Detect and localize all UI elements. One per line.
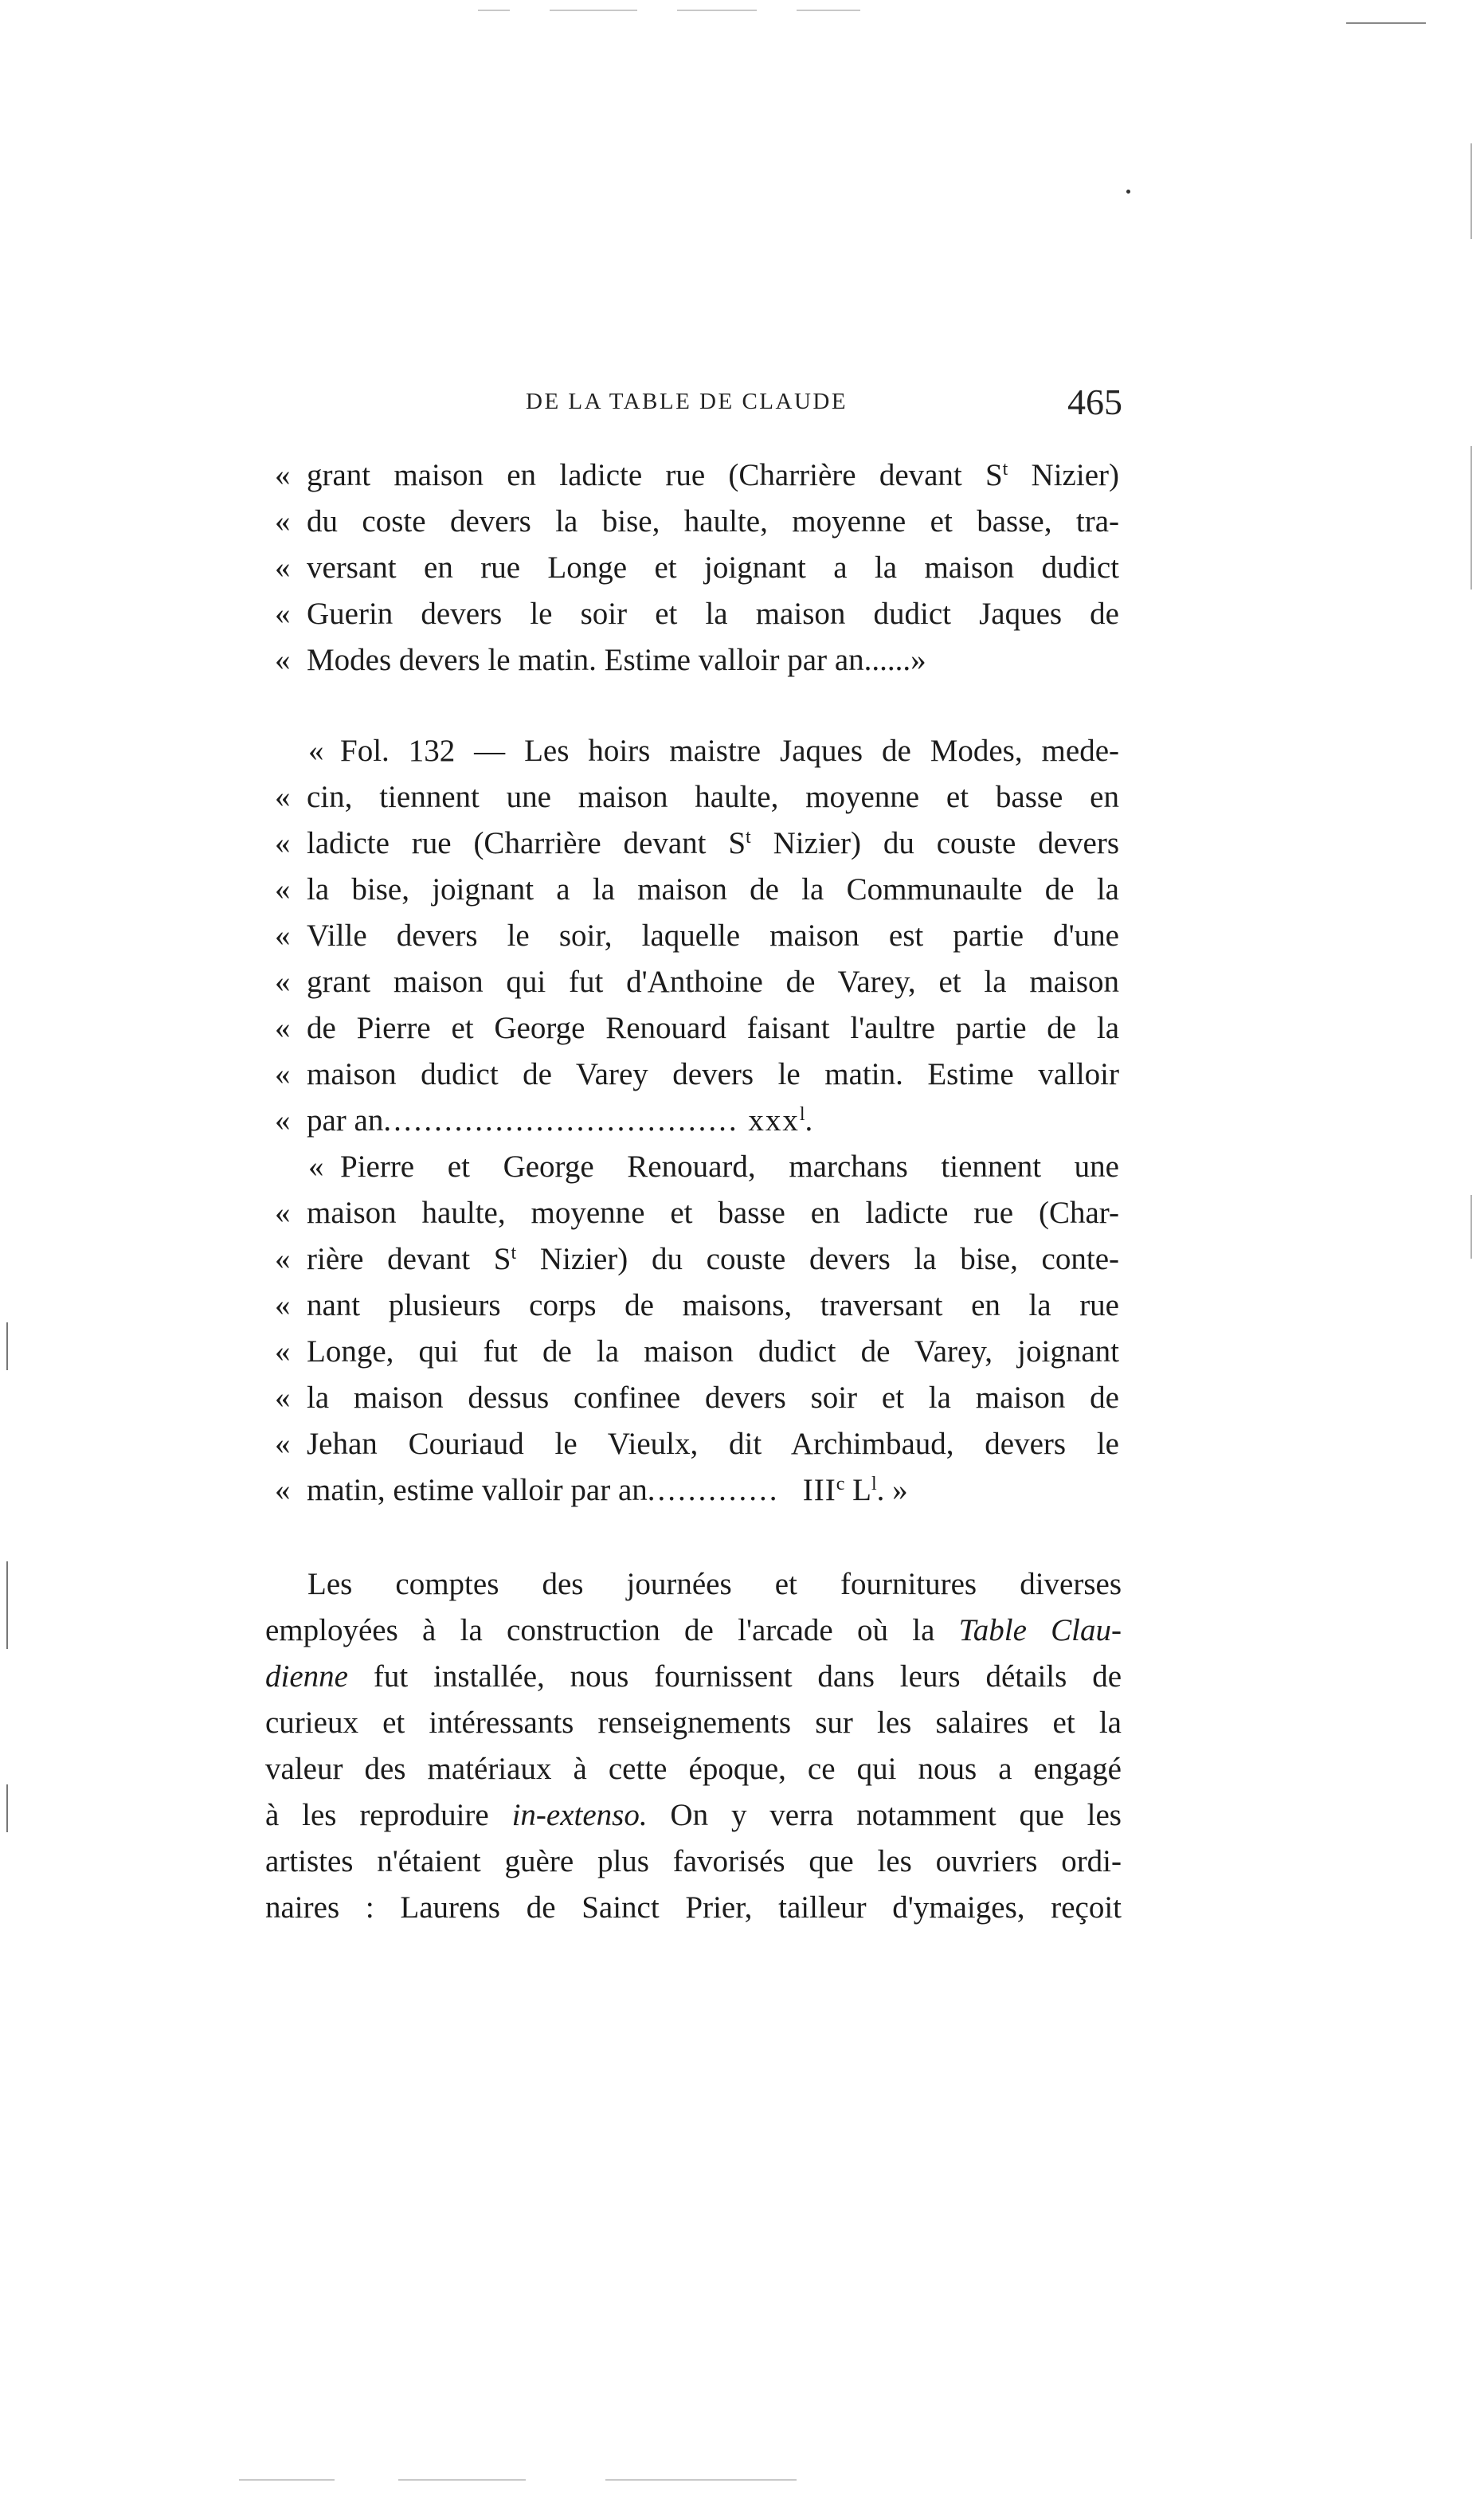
text-line: artistes n'étaient guère plus favorisés que les ouvriers ordi- (265, 1844, 1122, 1878)
text-line: « versant en rue Longe et joignant a la maison dudict (275, 550, 1119, 585)
text-line: « du coste devers la bise, haulte, moyenne et basse, tra- (275, 504, 1119, 539)
scan-artifact (6, 1561, 8, 1649)
scan-artifact (6, 1322, 8, 1370)
text-line: curieux et intéressants renseignements sur les salaires et la (265, 1706, 1122, 1740)
text-line: « de Pierre et George Renouard faisant l'aultre partie de la (275, 1011, 1119, 1045)
text-line: « cin, tiennent une maison haulte, moyenne et basse en (275, 780, 1119, 814)
text-line: à les reproduire in-extenso. On y verra notamment que les (265, 1798, 1122, 1832)
text-line: employées à la construction de l'arcade où la Table Clau- (265, 1613, 1122, 1647)
text-line: « par an................................... xxx$^l$. (275, 1103, 813, 1138)
text-line: « Guerin devers le soir et la maison dudict Jaques de (275, 597, 1119, 631)
text-line: « ladicte rue (Charrière devant $S^t$ Nizier) du couste devers (275, 826, 1119, 860)
scan-artifact (1346, 22, 1426, 24)
scan-artifact (239, 2479, 335, 2481)
text-line: naires : Laurens de Sainct Prier, tailleur d'ymaiges, reçoit (265, 1890, 1122, 1925)
text-line: « Ville devers le soir, laquelle maison est partie d'une (275, 918, 1119, 953)
text-line: valeur des matériaux à cette époque, ce qui nous a engagé (265, 1752, 1122, 1786)
scan-artifact (677, 10, 757, 11)
text-line: « Jehan Couriaud le Vieulx, dit Archimbaud, devers le (275, 1427, 1119, 1461)
text-line: « rière devant $S^t$ Nizier) du couste devers la bise, conte- (275, 1242, 1119, 1276)
scan-artifact (1470, 1195, 1472, 1259)
text-line: « Modes devers le matin. Estime valloir par an......» (275, 643, 926, 677)
scan-artifact (797, 10, 860, 11)
text-line: « Pierre et George Renouard, marchans tiennent une (308, 1150, 1119, 1184)
text-line: « grant maison en ladicte rue (Charrière devant $S^t$ Nizier) (275, 458, 1119, 492)
text-line: « maison dudict de Varey devers le matin. Estime valloir (275, 1057, 1119, 1091)
text-line: « matin, estime valloir par an............. III$^c$ $L^l$. » (275, 1473, 908, 1507)
scan-artifact (605, 2479, 797, 2481)
page-number: 465 (1067, 382, 1122, 422)
running-head: DE LA TABLE DE CLAUDE (526, 389, 848, 414)
text-line: « nant plusieurs corps de maisons, traversant en la rue (275, 1288, 1119, 1322)
text-line: Les comptes des journées et fournitures diverses (307, 1567, 1122, 1601)
text-line: « la bise, joignant a la maison de la Communaulte de la (275, 872, 1119, 907)
text-line: « grant maison qui fut d'Anthoine de Varey, et la maison (275, 965, 1119, 999)
text-line: « Fol. 132 — Les hoirs maistre Jaques de Modes, mede- (308, 734, 1119, 768)
scan-artifact (478, 10, 510, 11)
text-line: « Longe, qui fut de la maison dudict de Varey, joignant (275, 1334, 1119, 1369)
scan-artifact (1470, 446, 1472, 589)
scan-artifact (398, 2479, 526, 2481)
scan-artifact (550, 10, 637, 11)
text-line: « la maison dessus confinee devers soir et la maison de (275, 1381, 1119, 1415)
text-line: « maison haulte, moyenne et basse en ladicte rue (Char- (275, 1196, 1119, 1230)
scan-artifact (6, 1784, 8, 1832)
scan-speck (1126, 190, 1130, 194)
text-line: dienne fut installée, nous fournissent dans leurs détails de (265, 1659, 1122, 1694)
scan-artifact (1470, 143, 1472, 239)
